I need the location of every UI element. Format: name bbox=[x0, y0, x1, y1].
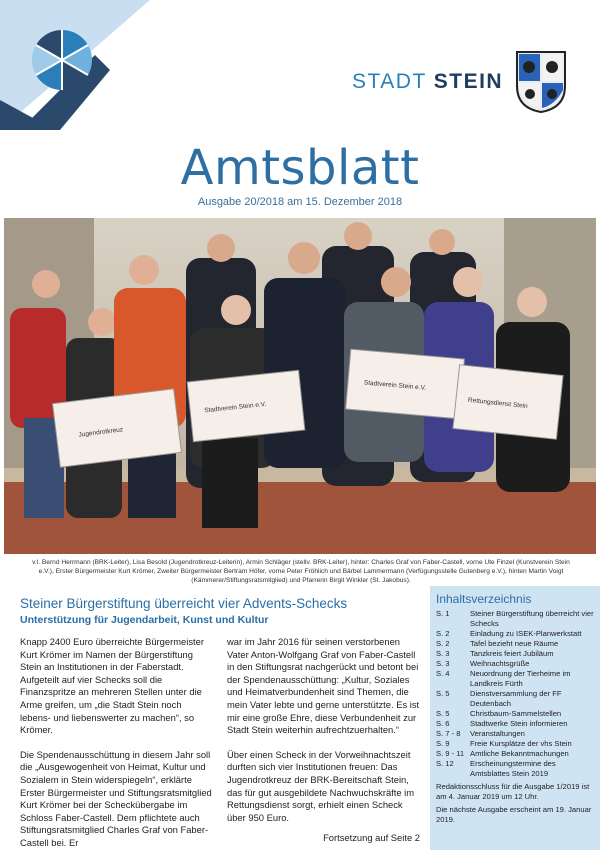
toc-item[interactable]: S. 5 Dienstversammlung der FF Deutenbach bbox=[436, 689, 562, 708]
brand-name: STADT STEIN bbox=[352, 70, 504, 93]
toc-item[interactable]: S. 6 Stadtwerke Stein informieren bbox=[436, 719, 568, 728]
toc-item[interactable]: S. 5 Christbaum-Sammelstellen bbox=[436, 709, 562, 718]
article-paragraph: war im Jahr 2016 für seinen verstorbenen Vater Anton-Wolfgang Graf von Faber-Castell in den Stiftungsrat nachgerückt und betont bei der Spendenausschüttung: „Kultur, Soziales und Heimatverbundenheit sind Themen, die mein Vater lebte und gerne unterstützte. Es ist mir eine große Ehre, diese Verbundenheit zur Stadt Stein weiterhin aufrechtzuerhalten.“ bbox=[227, 636, 420, 736]
toc-item[interactable]: S. 9 - 11 Amtliche Bekanntmachungen bbox=[436, 749, 569, 758]
corner-logo bbox=[0, 0, 150, 130]
toc-item[interactable]: S. 7 - 8 Veranstaltungen bbox=[436, 729, 525, 738]
toc-item[interactable]: S. 9 Freie Kursplätze der vhs Stein bbox=[436, 739, 572, 748]
brand bbox=[352, 50, 567, 114]
check-1-label: Jugendrotkreuz bbox=[78, 426, 124, 439]
article-paragraph: Über einen Scheck in der Vorweihnachtszeit durften sich vier Institutionen freuen: Das Jugendrotkreuz der BRK-Bereitschaft Stein, das für gut ausgebildete Nachwuchskräfte im Rettungsdienst sorgt, erhielt einen Scheck über 950 Euro. bbox=[227, 748, 415, 823]
toc-item[interactable]: S. 2 Einladung zu ISEK-Planwerkstatt bbox=[436, 629, 582, 638]
article-headline: Steiner Bürgerstiftung überreicht vier Advents-Schecks bbox=[20, 596, 348, 611]
article-paragraph: Knapp 2400 Euro überreichte Bürgermeister Kurt Krömer im Namen der Bürgerstiftung Stein an Institutionen in der Faberstadt. Aufgeteilt auf vier Schecks soll die Finanzspritze an mehreren Stellen unter die Arme greifen, um „die Stadt Stein noch lebens- und liebenswerter zu machen“, so Krömer. bbox=[20, 636, 204, 736]
continued-link[interactable]: Fortsetzung auf Seite 2 bbox=[323, 832, 420, 844]
article-column-1 bbox=[20, 636, 213, 850]
issue-date: Ausgabe 20/2018 am 15. Dezember 2018 bbox=[197, 196, 403, 208]
toc-item[interactable]: S. 1 Steiner Bürgerstiftung überreicht vier Schecks bbox=[436, 609, 594, 628]
toc-title: Inhaltsverzeichnis bbox=[436, 592, 532, 606]
masthead bbox=[0, 140, 600, 196]
coat-of-arms-icon bbox=[515, 50, 567, 114]
article-subhead: Unterstützung für Jugendarbeit, Kunst und Kultur bbox=[20, 614, 269, 626]
check-4-label: Rettungsdienst Stein bbox=[467, 396, 528, 411]
toc-deadline-note: Redaktionsschluss für die Ausgabe 1/2019 ist am 4. Januar 2019 um 12 Uhr. bbox=[436, 782, 590, 801]
check-2 bbox=[187, 370, 305, 441]
cover-photo bbox=[4, 218, 596, 554]
article-column-2 bbox=[227, 636, 420, 850]
article-paragraph: Die Spendenausschüttung in diesem Jahr soll die „Ausgewogenheit von Heimat, Kultur und Sozialem in Stein widerspiegeln“, erklärte Erster Bürgermeister und Stiftungsratsmitglied Kurt Krömer bei der Scheckübergabe im Schloss Faber-Castell. Dem pflichtete auch Stiftungsratsmitglied Charles Graf von Faber-Castell bei. Er bbox=[20, 748, 212, 848]
toc-item[interactable]: S. 3 Weihnachtsgrüße bbox=[436, 659, 530, 668]
toc-item[interactable]: S. 4 Neuordnung der Tierheime im Landkreis Fürth bbox=[436, 669, 571, 688]
toc-item[interactable]: S. 2 Tafel bezieht neue Räume bbox=[436, 639, 559, 648]
toc-next-issue-note: Die nächste Ausgabe erscheint am 19. Januar 2019. bbox=[436, 805, 592, 824]
table-of-contents bbox=[430, 586, 600, 850]
toc-item[interactable]: S. 12 Erscheinungstermine des Amtsblattes Stein 2019 bbox=[436, 759, 556, 778]
photo-caption: v.l. Bernd Herrmann (BRK-Leiter), Lisa Besold (Jugendrotkreuz-Leiterin), Armin Schläger (stellv. BRK-Leiter), hinter: Charles Graf von Faber-Castell, vorne Ute Finzel (Kunstverein Stein e.V.), Erster Bürgermeister Kurt Krömer, Zweiter Bürgermeister Bertram Höfer, vorne Peter Fröhlich und Bärbel Lammermann (Verfügungsstelle Gutenberg e.V.), hinten Martin Voigt (Kämmerer/Stiftungsratsmitglied) und Pfarrerin Birgit Winkler (St. Jakobus). bbox=[32, 559, 570, 584]
lead-article bbox=[20, 596, 420, 850]
check-2-label: Stadtverein Stein e.V. bbox=[203, 400, 267, 415]
check-3 bbox=[346, 349, 465, 419]
check-3-label: Stadtverein Stein e.V. bbox=[363, 379, 427, 392]
check-4 bbox=[453, 365, 563, 440]
page-title: Amtsblatt bbox=[180, 140, 420, 196]
toc-item[interactable]: S. 3 Tanzkreis feiert Jubiläum bbox=[436, 649, 554, 658]
